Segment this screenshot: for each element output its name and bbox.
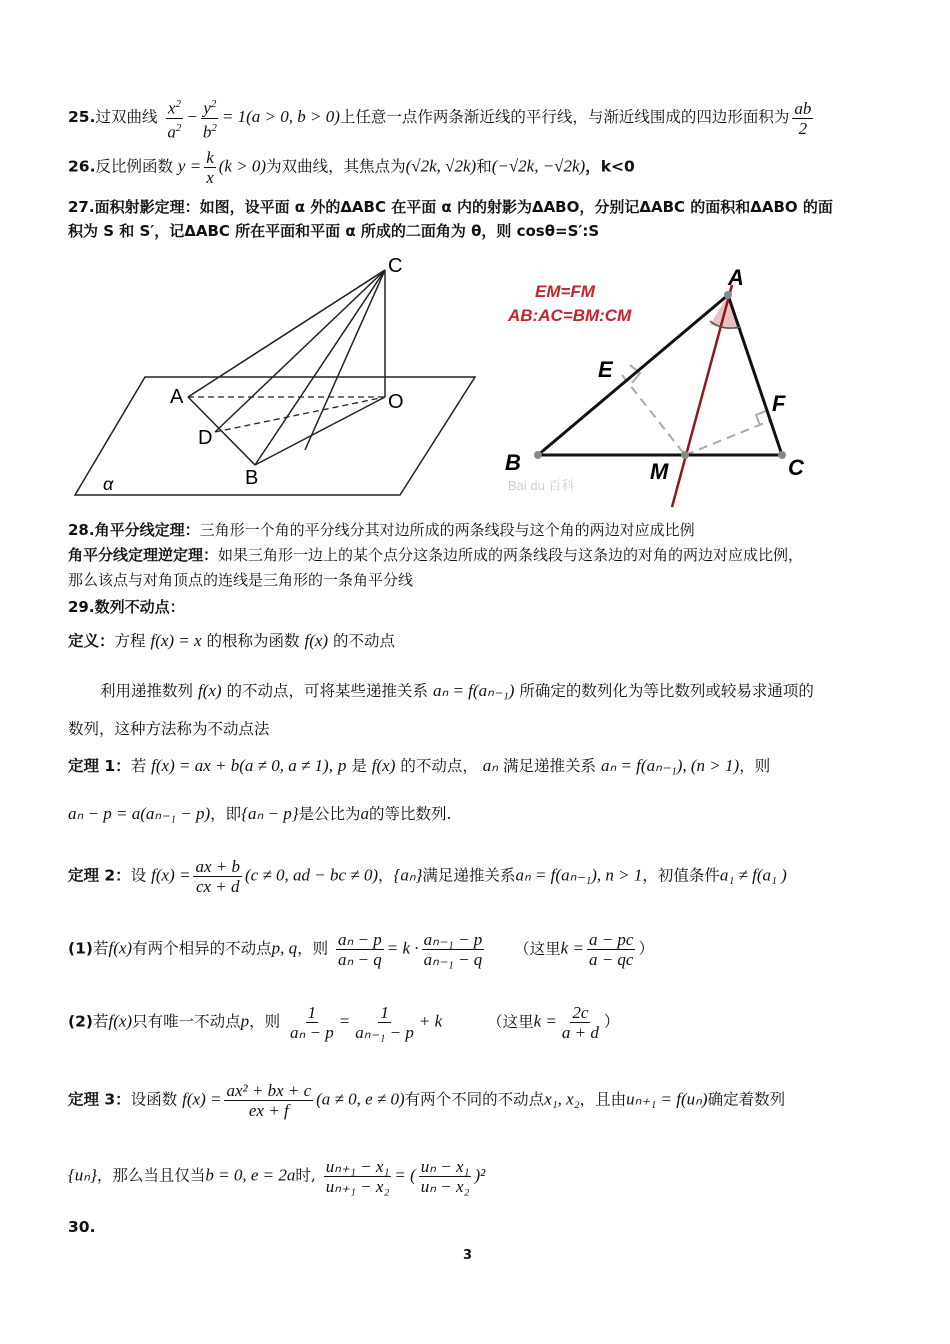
item-28-inverse-line-2: 那么该点与对角顶点的连线是三角形的一条角平分线	[68, 571, 414, 589]
equation-em-fm: EM=FM	[535, 282, 595, 301]
item-27-line-1: 27.面积射影定理：如图，设平面 α 外的ΔABC 在平面 α 内的射影为ΔABO，分别记ΔABC 的面积和ΔABO 的面	[68, 198, 833, 216]
figure-angle-bisector	[500, 255, 830, 510]
fraction-x2-a2: $\frac{x^2}{a^2}$	[165, 95, 183, 141]
figure-plane-projection	[70, 250, 490, 510]
theorem-1-line-2: aₙ − p = a(aₙ₋₁ − p)，即{aₙ − p}是公比为a的等比数列.	[68, 804, 452, 823]
label-E: E	[598, 357, 613, 382]
label-F: F	[772, 391, 786, 416]
label-D: D	[198, 427, 213, 449]
item-27-title: 27.面积射影定理：	[68, 198, 200, 216]
theorem-2: 定理 2：设 f(x) = $\frac{ax + b}{cx + d}$ (c ≠ 0, ad − bc ≠ 0)，{aₙ}满足递推关系aₙ = f(aₙ₋₁), n > 1，初值条件a₁ ≠ f(a₁ )	[68, 857, 787, 896]
item-26: 26.反比例函数 y = $\frac{k}{x}$ (k > 0)为双曲线，其焦点为(√2k, √2k)和(−√2k, −√2k)，k<0	[68, 148, 635, 187]
item-26-number: 26.	[68, 157, 96, 176]
label-alpha: α	[103, 474, 114, 494]
label-A: A	[170, 386, 184, 408]
case-2: (2)若f(x)只有唯一不动点p，则 $\frac{1}{\text{aₙ − p}}$ = $\frac{1}{\text{aₙ₋₁ − p}}$ + k （这里k = $\frac{2c}{a + d}$ ）	[68, 1003, 620, 1042]
label-C: C	[788, 455, 804, 480]
item-27-line-2: 积为 S 和 S′，记ΔABC 所在平面和平面 α 所成的二面角为 θ，则 cosθ=S′:S	[68, 222, 600, 240]
fraction-y2-b2: $\frac{y^2}{b^2}$	[201, 95, 219, 141]
fraction-t2: $\frac{ax + b}{cx + d}$	[195, 857, 240, 896]
item-29-paragraph: 利用递推数列 f(x) 的不动点，可将某些递推关系 aₙ = f(aₙ₋₁) 所确定的数列化为等比数列或较易求通项的	[100, 681, 814, 700]
label-A: A	[728, 265, 744, 290]
equation-ratio: AB:AC=BM:CM	[508, 306, 632, 325]
label-C: C	[388, 255, 403, 277]
theorem-3: 定理 3：设函数 f(x) = $\frac{\text{ax² + bx + c}}{ex + f}$ (a ≠ 0, e ≠ 0)有两个不同的不动点x₁, x₂，且由uₙ₊₁ = f(uₙ)确定着数列	[68, 1081, 786, 1120]
fraction-ab-2: $\frac{ab}{2}$	[794, 98, 812, 138]
theorem-3-line-2: {uₙ}，那么当且仅当b = 0, e = 2a时, $\frac{\text{uₙ₊₁ − x₁}}{\text{uₙ₊₁ − x₂}}$ = ( $\frac{\text{uₙ − x₁}}{\text{uₙ − x₂}}$ )²	[68, 1157, 486, 1196]
label-B: B	[505, 450, 521, 475]
page-number: 3	[463, 1248, 473, 1263]
item-29-paragraph-line-2: 数列，这种方法称为不动点法	[68, 720, 270, 738]
item-28-inverse: 角平分线定理逆定理：如果三角形一边上的某个点分这条边所成的两条线段与这条边的对角的两边对应成比例，	[68, 546, 804, 564]
item-25: 25.过双曲线 $\frac{x^2}{a^2}$ − $\frac{y^2}{b^2}$ = 1(a > 0, b > 0)上任意一点作两条渐近线的平行线，与渐近线围成的四边形面积为 $\frac{ab}{2}$	[68, 95, 816, 141]
item-29-definition: 定义：方程 f(x) = x 的根称为函数 f(x) 的不动点	[68, 631, 396, 650]
item-25-number: 25.	[68, 108, 96, 127]
case-1: (1)若f(x)有两个相异的不动点p, q，则 $\frac{\text{aₙ − p}}{\text{aₙ − q}}$ = k · $\frac{\text{aₙ₋₁ − p}}{\text{aₙ₋₁ − q}}$ （这里k = $\frac{a - pc}{a - qc}$ ）	[68, 930, 654, 969]
theorem-1: 定理 1：若 f(x) = ax + b(a ≠ 0, a ≠ 1), p 是 f(x) 的不动点， aₙ 满足递推关系 aₙ = f(aₙ₋₁), (n > 1)，则	[68, 756, 771, 775]
label-M: M	[650, 459, 669, 484]
label-O: O	[388, 391, 404, 413]
item-29-title: 29.数列不动点：	[68, 598, 185, 616]
fraction-k-x: $\frac{k}{x}$	[206, 148, 214, 187]
label-B: B	[245, 467, 259, 489]
item-30-number: 30.	[68, 1218, 96, 1236]
watermark: Bai du 百科	[508, 478, 575, 493]
item-28: 28.角平分线定理：三角形一个角的平分线分其对边所成的两条线段与这个角的两边对应成比例	[68, 521, 695, 539]
